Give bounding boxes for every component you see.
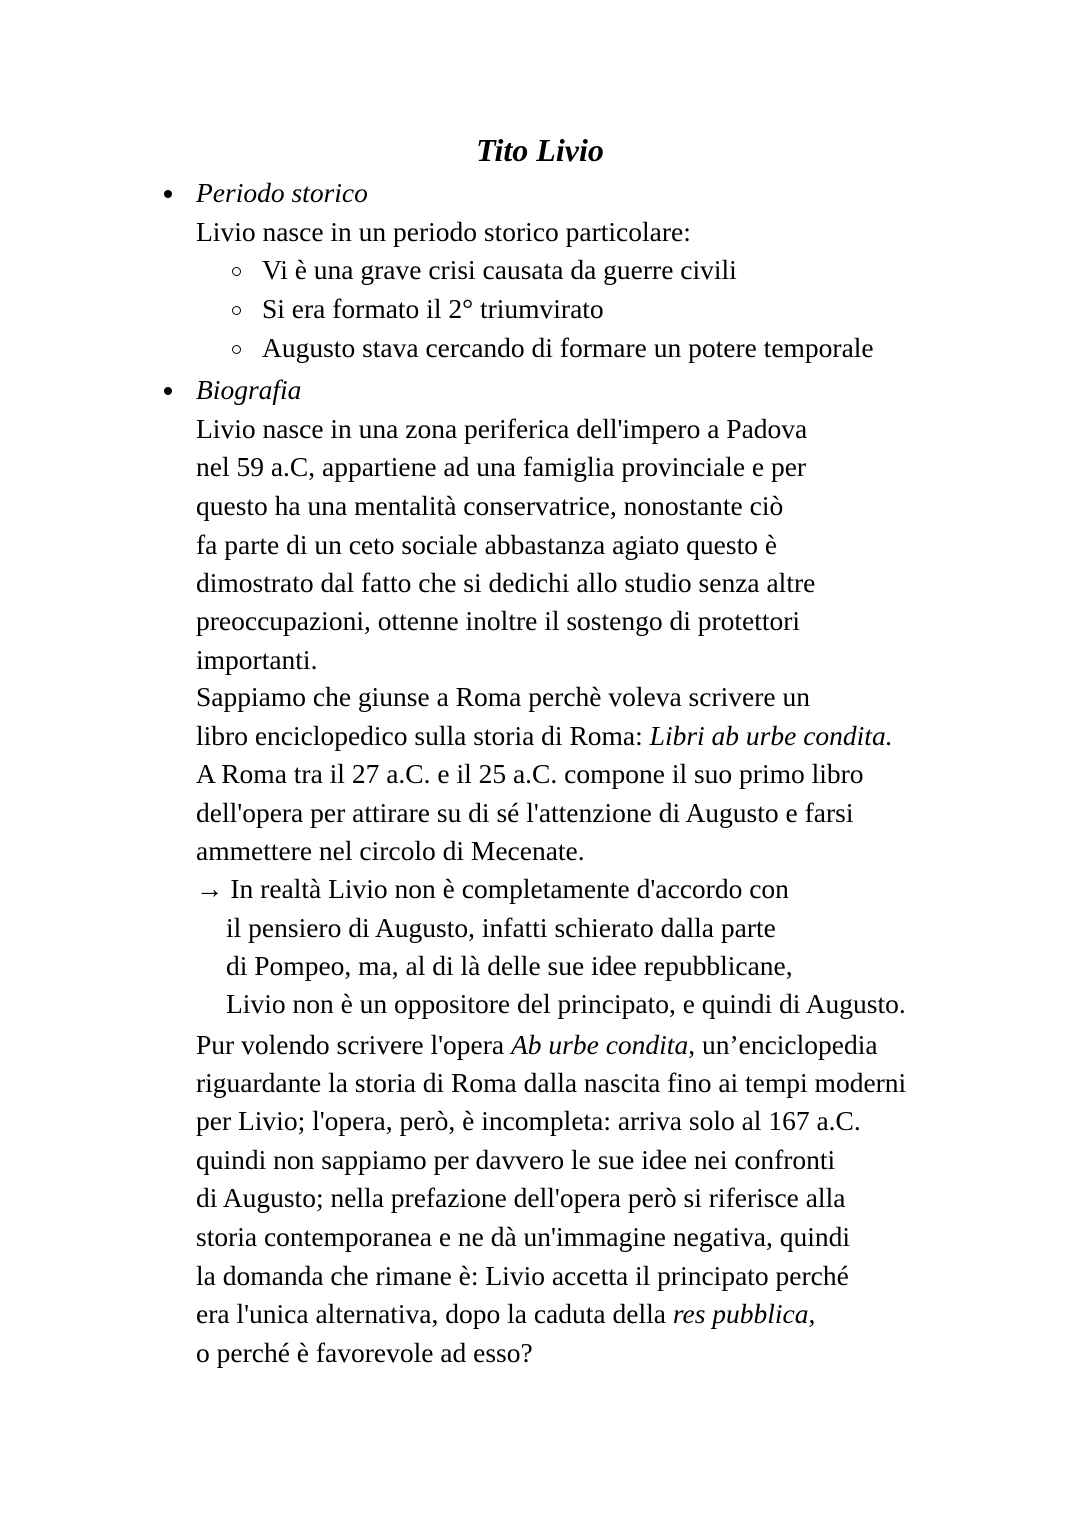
italic-text: Ab urbe condita	[511, 1029, 689, 1060]
text-segment: Vi è una grave crisi causata da guerre civili	[262, 254, 737, 285]
text-line	[196, 1334, 533, 1372]
section-heading	[196, 371, 301, 409]
text-segment: questo ha una mentalità conservatrice, nonostante ciò	[196, 490, 784, 521]
text-segment: di Augusto; nella prefazione dell'opera però si riferisce alla	[196, 1182, 846, 1213]
text-line	[196, 717, 893, 755]
bullet-icon	[164, 387, 172, 395]
text-segment: ammettere nel circolo di Mecenate.	[196, 835, 585, 866]
text-segment: il pensiero di Augusto, infatti schierato dalla parte	[226, 912, 776, 943]
text-line	[196, 832, 585, 870]
text-line	[196, 755, 864, 793]
text-segment: riguardante la storia di Roma dalla nascita fino ai tempi moderni	[196, 1067, 907, 1098]
text-segment: libro enciclopedico sulla storia di Roma:	[196, 720, 650, 751]
text-segment: Si era formato il 2° triumvirato	[262, 293, 604, 324]
italic-text: res pubblica	[672, 1298, 809, 1329]
circle-bullet-icon	[232, 267, 241, 276]
text-line	[196, 448, 806, 486]
text-line	[196, 213, 691, 251]
text-line	[196, 870, 789, 908]
sub-list-item	[262, 329, 874, 367]
section-heading	[196, 174, 368, 212]
text-line	[196, 526, 777, 564]
text-line	[226, 985, 906, 1023]
text-segment: nel 59 a.C, appartiene ad una famiglia provinciale e per	[196, 451, 807, 482]
text-line	[196, 1218, 850, 1256]
text-segment: storia contemporanea e ne dà un'immagine negativa, quindi	[196, 1221, 851, 1252]
text-line	[196, 794, 853, 832]
text-segment: fa parte di un ceto sociale abbastanza agiato questo è	[196, 529, 778, 560]
text-line	[196, 1179, 845, 1217]
bullet-icon	[164, 190, 172, 198]
italic-text: Biografia	[196, 374, 302, 405]
text-segment: Sappiamo che giunse a Roma perchè voleva scrivere un	[196, 681, 810, 712]
text-segment: dell'opera per attirare su di sé l'attenzione di Augusto e farsi	[196, 797, 854, 828]
text-segment: Pur volendo scrivere l'opera	[196, 1029, 511, 1060]
text-line	[196, 564, 815, 602]
italic-text: Libri ab urbe condita.	[649, 720, 893, 751]
text-line	[226, 947, 793, 985]
text-line	[226, 909, 776, 947]
text-line	[196, 1102, 861, 1140]
text-segment: dimostrato dal fatto che si dedichi allo studio senza altre	[196, 567, 816, 598]
circle-bullet-icon	[232, 306, 241, 315]
text-line	[196, 1026, 878, 1064]
text-segment: per Livio; l'opera, però, è incompleta: arriva solo al 167 a.C.	[196, 1105, 861, 1136]
text-segment: la domanda che rimane è: Livio accetta il principato perché	[196, 1260, 849, 1291]
circle-bullet-icon	[232, 345, 241, 354]
text-segment: o perché è favorevole ad esso?	[196, 1337, 533, 1368]
page-title: Tito Livio	[476, 132, 604, 168]
text-segment: → In realtà Livio non è completamente d'accordo con	[196, 873, 789, 904]
text-line	[196, 410, 807, 448]
text-segment: A Roma tra il 27 a.C. e il 25 a.C. compone il suo primo libro	[196, 758, 864, 789]
text-line	[196, 641, 317, 679]
text-line	[196, 487, 783, 525]
text-segment: ,	[808, 1298, 816, 1329]
text-segment: di Pompeo, ma, al di là delle sue idee repubblicane,	[226, 950, 793, 981]
text-line	[196, 602, 800, 640]
text-line	[196, 1064, 906, 1102]
text-segment: importanti.	[196, 644, 318, 675]
text-segment: quindi non sappiamo per davvero le sue idee nei confronti	[196, 1144, 836, 1175]
text-line	[196, 1295, 815, 1333]
text-segment: Livio non è un oppositore del principato, e quindi di Augusto.	[226, 988, 906, 1019]
text-segment: Augusto stava cercando di formare un potere temporale	[262, 332, 874, 363]
text-segment: preoccupazioni, ottenne inoltre il sostengo di protettori	[196, 605, 801, 636]
text-segment: Livio nasce in una zona periferica dell'impero a Padova	[196, 413, 808, 444]
text-segment: Livio nasce in un periodo storico particolare:	[196, 216, 691, 247]
text-line	[196, 1257, 849, 1295]
text-line	[196, 1141, 835, 1179]
text-line	[196, 678, 810, 716]
italic-text: Periodo storico	[196, 177, 368, 208]
sub-list-item	[262, 290, 604, 328]
sub-list-item	[262, 251, 737, 289]
text-segment: , un’enciclopedia	[688, 1029, 878, 1060]
text-segment: era l'unica alternativa, dopo la caduta della	[196, 1298, 673, 1329]
